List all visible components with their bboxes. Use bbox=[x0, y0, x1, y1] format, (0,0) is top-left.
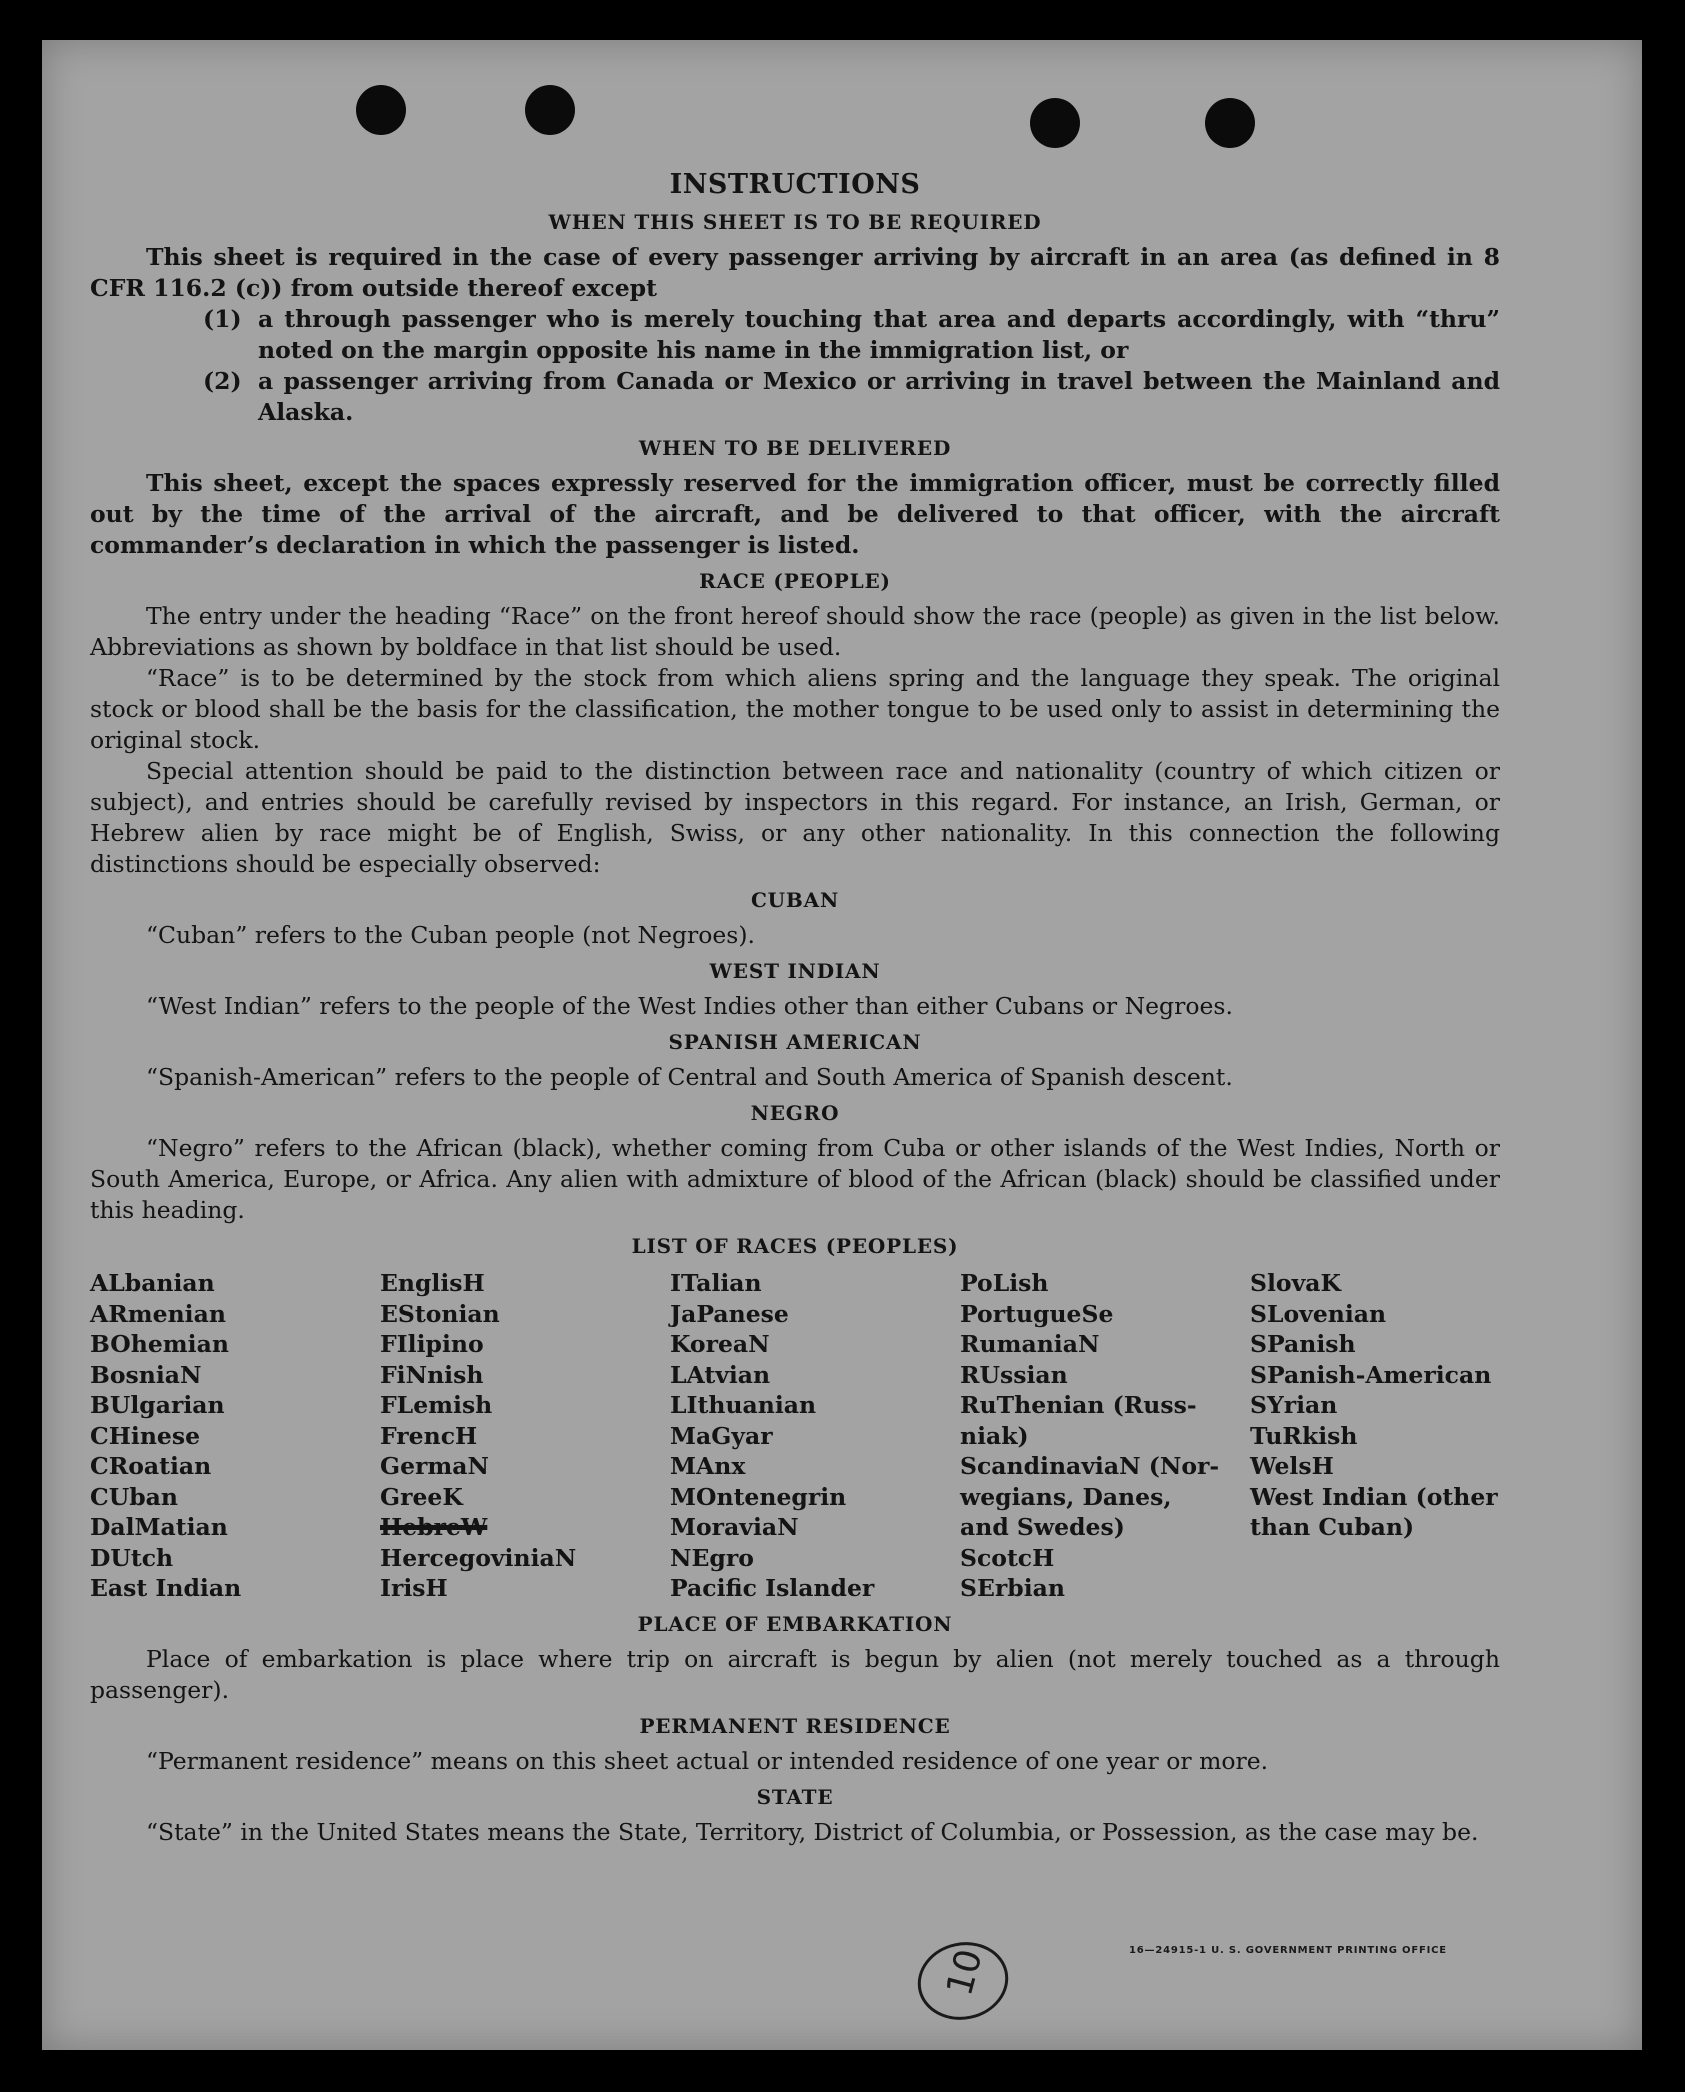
race-entry: WelsH bbox=[1250, 1452, 1334, 1480]
race-entry: GreeK bbox=[380, 1482, 463, 1511]
item-number: (2) bbox=[203, 367, 242, 395]
race-entry: PoLish bbox=[960, 1269, 1049, 1297]
section-heading-spanish-american: SPANISH AMERICAN bbox=[668, 1030, 922, 1054]
race-entry: SYrian bbox=[1250, 1391, 1338, 1419]
residence-text: “Permanent residence” means on this sheet actual or intended residence of one year or more. bbox=[146, 1746, 1269, 1775]
race-entry: JaPanese bbox=[670, 1299, 789, 1328]
punch-hole bbox=[1205, 98, 1255, 148]
race-entry: BOhemian bbox=[90, 1330, 229, 1358]
race-entry: ScandinaviaN (Nor- wegians, Danes, and Swedes) bbox=[960, 1452, 1220, 1541]
race-entry: BosniaN bbox=[90, 1360, 202, 1389]
section-heading-west-indian: WEST INDIAN bbox=[709, 959, 881, 983]
race-entry: ARmenian bbox=[90, 1299, 226, 1328]
race-entry: RuThenian (Russ- niak) bbox=[960, 1391, 1197, 1450]
race-entry: DalMatian bbox=[90, 1513, 228, 1541]
race-entry: SlovaK bbox=[1250, 1269, 1341, 1297]
section-heading-delivered: WHEN TO BE DELIVERED bbox=[638, 436, 952, 460]
race-entry: Pacific Islander bbox=[670, 1574, 875, 1602]
race-entry: East Indian bbox=[90, 1574, 242, 1602]
race-entry: SPanish-American bbox=[1250, 1360, 1492, 1389]
delivered-text: This sheet, except the spaces expressly reserved for the immigration officer, must be correctly filled out by the time of the arrival of the aircraft, and be delivered to that officer, with the aircraft commander’s declaration in which the passenger is listed. bbox=[90, 469, 1500, 559]
handwritten-page-number: 10 bbox=[939, 1945, 991, 2000]
instructions-body bbox=[90, 168, 1500, 1848]
document-page bbox=[42, 40, 1642, 2050]
race-entry: ITalian bbox=[670, 1269, 762, 1297]
race-entry: CRoatian bbox=[90, 1452, 212, 1480]
embarkation-text: Place of embarkation is place where trip on aircraft is begun by alien (not merely touched as a through passenger). bbox=[90, 1644, 1500, 1704]
item-text: a passenger arriving from Canada or Mexico or arriving in travel between the Mainland and Alaska. bbox=[258, 367, 1500, 426]
race-entry: BUlgarian bbox=[90, 1391, 225, 1419]
required-intro: This sheet is required in the case of every passenger arriving by aircraft in an area (as defined in 8 CFR 116.2 (c)) from outside thereof except bbox=[90, 243, 1500, 302]
race-column bbox=[960, 1268, 1250, 1604]
race-entry: LIthuanian bbox=[670, 1391, 817, 1419]
spanish-american-text: “Spanish-American” refers to the people of Central and South America of Spanish descent. bbox=[146, 1063, 1233, 1091]
section-heading-race: RACE (PEOPLE) bbox=[699, 569, 891, 593]
race-entry: FiNnish bbox=[380, 1360, 484, 1389]
race-column bbox=[380, 1268, 670, 1604]
race-entry: FrencH bbox=[380, 1421, 478, 1450]
race-entry: EnglisH bbox=[380, 1269, 485, 1297]
race-entry: ScotcH bbox=[960, 1543, 1055, 1572]
race-column bbox=[1250, 1268, 1510, 1604]
race-entry: NEgro bbox=[670, 1543, 754, 1572]
race-entry: MOntenegrin bbox=[670, 1482, 847, 1511]
race-entry: KoreaN bbox=[670, 1330, 770, 1358]
race-entry: CHinese bbox=[90, 1421, 201, 1450]
race-entry: EStonian bbox=[380, 1299, 500, 1328]
race-entry: DUtch bbox=[90, 1543, 174, 1572]
race-entry: West Indian (other than Cuban) bbox=[1250, 1482, 1498, 1541]
section-heading-state: STATE bbox=[756, 1784, 834, 1809]
punch-hole bbox=[356, 85, 406, 135]
section-heading-cuban: CUBAN bbox=[750, 888, 840, 912]
race-entry: TuRkish bbox=[1250, 1421, 1358, 1450]
race-paragraph-2: “Race” is to be determined by the stock from which aliens spring and the language they speak. The original stock or blood shall be the basis for the classification, the mother tongue to be used only to assist in determining the original stock. bbox=[90, 664, 1500, 754]
race-entry: ALbanian bbox=[90, 1269, 215, 1297]
item-number: (1) bbox=[203, 305, 242, 333]
race-entry: PortugueSe bbox=[960, 1299, 1114, 1328]
west-indian-text: “West Indian” refers to the people of the West Indies other than either Cubans or Negroes. bbox=[146, 992, 1233, 1020]
race-paragraph-3: Special attention should be paid to the distinction between race and nationality (country of which citizen or subject), and entries should be carefully revised by inspectors in this regard. For instance, an Irish, German, or Hebrew alien by race might be of English, Swiss, or any other nationality. In this connection the following distinctions should be especially observed: bbox=[90, 757, 1500, 878]
state-text: “State” in the United States means the State, Territory, District of Columbia, or Possession, as the case may be. bbox=[146, 1817, 1479, 1846]
section-heading-embarkation: PLACE OF EMBARKATION bbox=[637, 1611, 953, 1636]
page-title: INSTRUCTIONS bbox=[669, 169, 921, 200]
race-column bbox=[90, 1268, 380, 1604]
section-heading-required: WHEN THIS SHEET IS TO BE REQUIRED bbox=[548, 210, 1042, 234]
race-column bbox=[670, 1268, 960, 1604]
section-heading-negro: NEGRO bbox=[750, 1101, 840, 1125]
race-entry: RumaniaN bbox=[960, 1330, 1100, 1358]
race-entry-struck: HebreW bbox=[380, 1513, 488, 1541]
race-entry: RUssian bbox=[960, 1360, 1068, 1389]
race-entry: SPanish bbox=[1250, 1330, 1356, 1358]
cuban-text: “Cuban” refers to the Cuban people (not Negroes). bbox=[146, 921, 756, 949]
race-entry: MAnx bbox=[670, 1452, 746, 1480]
punch-hole bbox=[525, 85, 575, 135]
section-heading-list: LIST OF RACES (PEOPLES) bbox=[631, 1234, 959, 1258]
race-entry: FLemish bbox=[380, 1391, 493, 1419]
race-entry: CUban bbox=[90, 1482, 178, 1511]
race-entry: FIlipino bbox=[380, 1330, 484, 1358]
race-entry: HercegoviniaN bbox=[380, 1543, 577, 1572]
race-paragraph-1: The entry under the heading “Race” on the front hereof should show the race (people) as given in the list below. Abbreviations as shown by boldface in that list should be used. bbox=[90, 602, 1500, 661]
race-entry: GermaN bbox=[380, 1452, 489, 1480]
required-item bbox=[90, 366, 1500, 428]
required-item bbox=[90, 304, 1500, 366]
negro-text: “Negro” refers to the African (black), whether coming from Cuba or other islands of the West Indies, North or South America, Europe, or Africa. Any alien with admixture of blood of the African (black) should be classified under this heading. bbox=[90, 1134, 1500, 1224]
race-entry: SLovenian bbox=[1250, 1299, 1387, 1328]
race-entry: LAtvian bbox=[670, 1360, 771, 1389]
printing-office-code: 16—24915-1 U. S. GOVERNMENT PRINTING OFFICE bbox=[1129, 1945, 1447, 1956]
race-entry: MoraviaN bbox=[670, 1513, 799, 1541]
race-entry: MaGyar bbox=[670, 1421, 773, 1450]
section-heading-residence: PERMANENT RESIDENCE bbox=[639, 1713, 951, 1738]
race-entry: SErbian bbox=[960, 1574, 1065, 1602]
race-entry: IrisH bbox=[380, 1574, 448, 1602]
punch-hole bbox=[1030, 98, 1080, 148]
race-list bbox=[90, 1268, 1500, 1604]
item-text: a through passenger who is merely touching that area and departs accordingly, with “thru” noted on the margin opposite his name in the immigration list, or bbox=[258, 305, 1500, 364]
